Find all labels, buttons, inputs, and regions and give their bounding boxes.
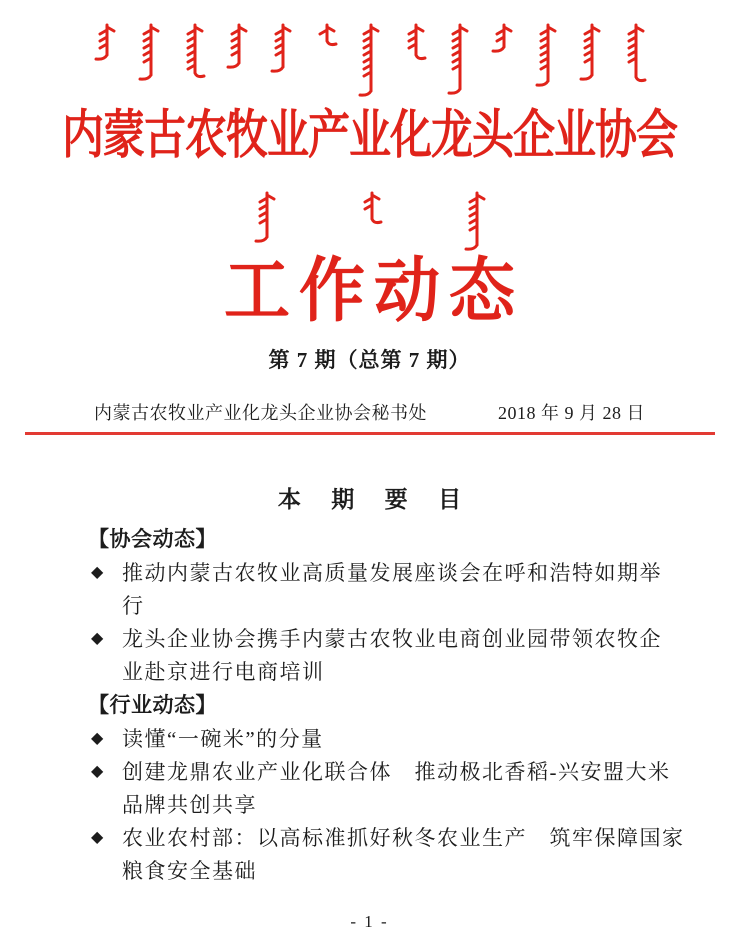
issue-number: 第 7 期（总第 7 期） [268, 348, 471, 372]
publisher-name: 内蒙古农牧业产业化龙头企业协会秘书处 [94, 403, 427, 423]
publisher-row [94, 401, 645, 425]
diamond-bullet-icon: ◆ [91, 761, 104, 780]
toc-item [88, 623, 712, 689]
mongolian-word-icon [92, 22, 118, 62]
org-title: 内蒙古农牧业产业化龙头企业协会 [61, 107, 677, 165]
toc-item [88, 756, 712, 822]
diamond-bullet-icon: ◆ [91, 827, 104, 846]
mongolian-script-subtitle [252, 190, 488, 252]
toc-item-line: 农业农村部：以高标准抓好秋冬农业生产 筑牢保障国家 [122, 826, 685, 850]
mongolian-word-icon [224, 22, 250, 70]
toc-item-line: 创建龙鼎农业产业化联合体 推动极北香稻-兴安盟大米 [122, 760, 671, 784]
mongolian-word-icon [136, 22, 162, 82]
mongolian-script-top [92, 22, 648, 100]
toc-item-line: 业赴京进行电商培训 [122, 660, 325, 684]
diamond-bullet-icon: ◆ [91, 628, 104, 647]
mongolian-word-icon [180, 22, 206, 80]
mongolian-word-icon [445, 22, 471, 96]
toc-section-header: 【行业动态】 [88, 694, 217, 717]
mongolian-word-icon [621, 22, 647, 84]
toc-item [88, 822, 712, 888]
diamond-bullet-icon: ◆ [91, 562, 104, 581]
diamond-bullet-icon: ◆ [91, 728, 104, 747]
toc-item-line: 推动内蒙古农牧业高质量发展座谈会在呼和浩特如期举 [122, 561, 662, 585]
toc-item [88, 723, 712, 756]
mongolian-word-icon [312, 22, 338, 48]
bulletin-title: 工作动态 [224, 252, 524, 331]
mongolian-word-icon [577, 22, 603, 82]
mongolian-word-icon [489, 22, 515, 54]
mongolian-word-icon [357, 190, 383, 226]
toc-item-line: 行 [122, 594, 145, 618]
toc-item-line: 龙头企业协会携手内蒙古农牧业电商创业园带领农牧企 [122, 627, 662, 651]
toc [88, 523, 712, 888]
mongolian-word-icon [356, 22, 382, 98]
toc-item-line: 品牌共创共享 [122, 793, 257, 817]
toc-heading: 本 期 要 目 [277, 486, 474, 512]
mongolian-word-icon [268, 22, 294, 74]
toc-item [88, 557, 712, 623]
toc-section-header: 【协会动态】 [88, 528, 217, 551]
issue-date: 2018 年 9 月 28 日 [498, 403, 645, 423]
divider-line [25, 432, 715, 435]
page-number: - 1 - [350, 912, 389, 931]
mongolian-word-icon [401, 22, 427, 62]
toc-item-line: 粮食安全基础 [122, 859, 257, 883]
mongolian-word-icon [533, 22, 559, 88]
toc-item-line: 读懂“一碗米”的分量 [122, 727, 324, 751]
mongolian-word-icon [462, 190, 488, 252]
mongolian-word-icon [252, 190, 278, 244]
